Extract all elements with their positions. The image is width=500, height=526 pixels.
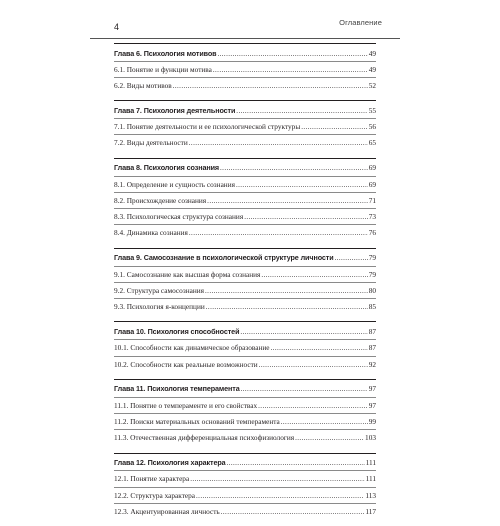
page-ref: 113 bbox=[365, 490, 376, 500]
dot-leader bbox=[213, 63, 368, 78]
section-title: 11.3. Отечественная дифференциальная психофизиология bbox=[114, 433, 295, 443]
toc-section-entry[interactable] bbox=[114, 267, 376, 283]
chapter-title: Глава 9. Самосознание в психологической структуре личности bbox=[114, 253, 334, 263]
page-ref: 85 bbox=[368, 302, 376, 312]
toc-section-entry[interactable] bbox=[114, 193, 376, 209]
page-ref: 117 bbox=[365, 506, 376, 516]
section-title: 9.3. Психология я-концепции bbox=[114, 302, 205, 312]
page-ref: 103 bbox=[365, 433, 376, 443]
page-ref: 79 bbox=[368, 269, 376, 279]
section-title: 12.3. Акцентуированная личность bbox=[114, 506, 220, 516]
section-title: 9.1. Самосознание как высшая форма сознания bbox=[114, 269, 261, 279]
page-ref: 73 bbox=[368, 212, 376, 222]
page-ref: 111 bbox=[365, 474, 376, 484]
toc-section-entry[interactable] bbox=[114, 135, 376, 150]
running-title: Оглавление bbox=[339, 18, 382, 27]
section-title: 12.1. Понятие характера bbox=[114, 474, 190, 484]
chapter-title: Глава 12. Психология характера bbox=[114, 458, 226, 468]
dot-leader bbox=[206, 300, 368, 315]
page-ref: 52 bbox=[368, 81, 376, 91]
section-title: 12.2. Структура характера bbox=[114, 490, 196, 500]
toc-section-entry[interactable] bbox=[114, 225, 376, 240]
toc-chapter-entry[interactable] bbox=[114, 455, 376, 471]
section-title: 8.4. Динамика сознания bbox=[114, 228, 188, 238]
toc-section-entry[interactable] bbox=[114, 209, 376, 225]
toc-section-entry[interactable] bbox=[114, 62, 376, 78]
dot-leader bbox=[196, 489, 364, 504]
dot-leader bbox=[173, 79, 368, 94]
toc-chapter-entry[interactable] bbox=[114, 46, 376, 62]
chapter-title: Глава 10. Психология способностей bbox=[114, 326, 240, 336]
section-title: 10.1. Способности как динамическое образование bbox=[114, 343, 270, 353]
toc-section-entry[interactable] bbox=[114, 177, 376, 193]
page-ref: 69 bbox=[368, 163, 376, 173]
page-ref: 87 bbox=[368, 343, 376, 353]
page-ref: 97 bbox=[368, 400, 376, 410]
dot-leader bbox=[258, 399, 368, 414]
dot-leader bbox=[240, 325, 367, 340]
dot-leader bbox=[259, 358, 368, 373]
dot-leader bbox=[244, 210, 368, 225]
toc-chapter bbox=[114, 158, 376, 241]
page-ref: 49 bbox=[368, 64, 376, 74]
dot-leader bbox=[207, 194, 368, 209]
dot-leader bbox=[227, 456, 365, 471]
section-title: 10.2. Способности как реальные возможности bbox=[114, 359, 258, 369]
toc-section-entry[interactable] bbox=[114, 504, 376, 519]
toc-section-entry[interactable] bbox=[114, 283, 376, 299]
page-ref: 65 bbox=[368, 138, 376, 148]
page-ref: 87 bbox=[368, 326, 376, 336]
page-ref: 71 bbox=[368, 195, 376, 205]
toc-section-entry[interactable] bbox=[114, 340, 376, 356]
page-ref: 76 bbox=[368, 228, 376, 238]
chapter-title: Глава 8. Психология сознания bbox=[114, 163, 220, 173]
page-ref: 55 bbox=[368, 105, 376, 115]
toc-section-entry[interactable] bbox=[114, 430, 376, 445]
toc-section-entry[interactable] bbox=[114, 119, 376, 135]
dot-leader bbox=[335, 251, 368, 266]
section-title: 8.1. Определение и сущность сознания bbox=[114, 179, 235, 189]
dot-leader bbox=[217, 47, 367, 62]
toc-chapter-entry[interactable] bbox=[114, 381, 376, 397]
page-ref: 49 bbox=[368, 48, 376, 58]
toc-chapter bbox=[114, 248, 376, 315]
page-ref: 92 bbox=[368, 359, 376, 369]
section-title: 11.1. Понятие о темпераменте и его свойствах bbox=[114, 400, 258, 410]
toc-section-entry[interactable] bbox=[114, 488, 376, 504]
section-title: 11.2. Поиски материальных оснований темперамента bbox=[114, 416, 280, 426]
section-title: 6.1. Понятие и функции мотива bbox=[114, 64, 212, 74]
toc-chapter-entry[interactable] bbox=[114, 103, 376, 119]
book-page bbox=[90, 0, 400, 516]
section-title: 6.2. Виды мотивов bbox=[114, 81, 172, 91]
toc-chapter bbox=[114, 379, 376, 446]
page-header bbox=[90, 18, 400, 39]
dot-leader bbox=[261, 268, 367, 283]
dot-leader bbox=[295, 431, 364, 446]
page-ref: 97 bbox=[368, 384, 376, 394]
toc-chapter bbox=[114, 453, 376, 520]
page-ref: 111 bbox=[365, 458, 376, 468]
dot-leader bbox=[189, 136, 368, 151]
toc-chapter-entry[interactable] bbox=[114, 250, 376, 266]
toc-section-entry[interactable] bbox=[114, 357, 376, 372]
dot-leader bbox=[190, 472, 364, 487]
dot-leader bbox=[220, 161, 368, 176]
dot-leader bbox=[281, 415, 368, 430]
dot-leader bbox=[205, 284, 368, 299]
dot-leader bbox=[236, 178, 368, 193]
toc-section-entry[interactable] bbox=[114, 414, 376, 430]
toc-chapter bbox=[114, 43, 376, 93]
page-ref: 79 bbox=[368, 253, 376, 263]
page-ref: 56 bbox=[368, 122, 376, 132]
dot-leader bbox=[221, 505, 365, 520]
page-ref: 99 bbox=[368, 416, 376, 426]
toc-chapter bbox=[114, 100, 376, 150]
toc-chapter-entry[interactable] bbox=[114, 324, 376, 340]
toc-section-entry[interactable] bbox=[114, 471, 376, 487]
section-title: 7.2. Виды деятельности bbox=[114, 138, 188, 148]
section-title: 8.3. Психологическая структура сознания bbox=[114, 212, 244, 222]
table-of-contents bbox=[114, 43, 376, 526]
page-ref: 80 bbox=[368, 285, 376, 295]
toc-chapter-entry[interactable] bbox=[114, 160, 376, 176]
dot-leader bbox=[236, 104, 367, 119]
toc-section-entry[interactable] bbox=[114, 299, 376, 314]
section-title: 7.1. Понятие деятельности и ее психологической структуры bbox=[114, 122, 301, 132]
chapter-title: Глава 11. Психология темперамента bbox=[114, 384, 240, 394]
toc-section-entry[interactable] bbox=[114, 78, 376, 93]
chapter-title: Глава 7. Психология деятельности bbox=[114, 105, 236, 115]
page-ref: 69 bbox=[368, 179, 376, 189]
dot-leader bbox=[241, 382, 368, 397]
chapter-title: Глава 6. Психология мотивов bbox=[114, 48, 217, 58]
section-title: 9.2. Структура самосознания bbox=[114, 285, 205, 295]
dot-leader bbox=[189, 226, 368, 241]
section-title: 8.2. Происхождение сознания bbox=[114, 195, 207, 205]
page-number: 4 bbox=[114, 22, 120, 32]
dot-leader bbox=[271, 341, 368, 356]
toc-chapter bbox=[114, 321, 376, 371]
toc-section-entry[interactable] bbox=[114, 398, 376, 414]
dot-leader bbox=[301, 120, 367, 135]
